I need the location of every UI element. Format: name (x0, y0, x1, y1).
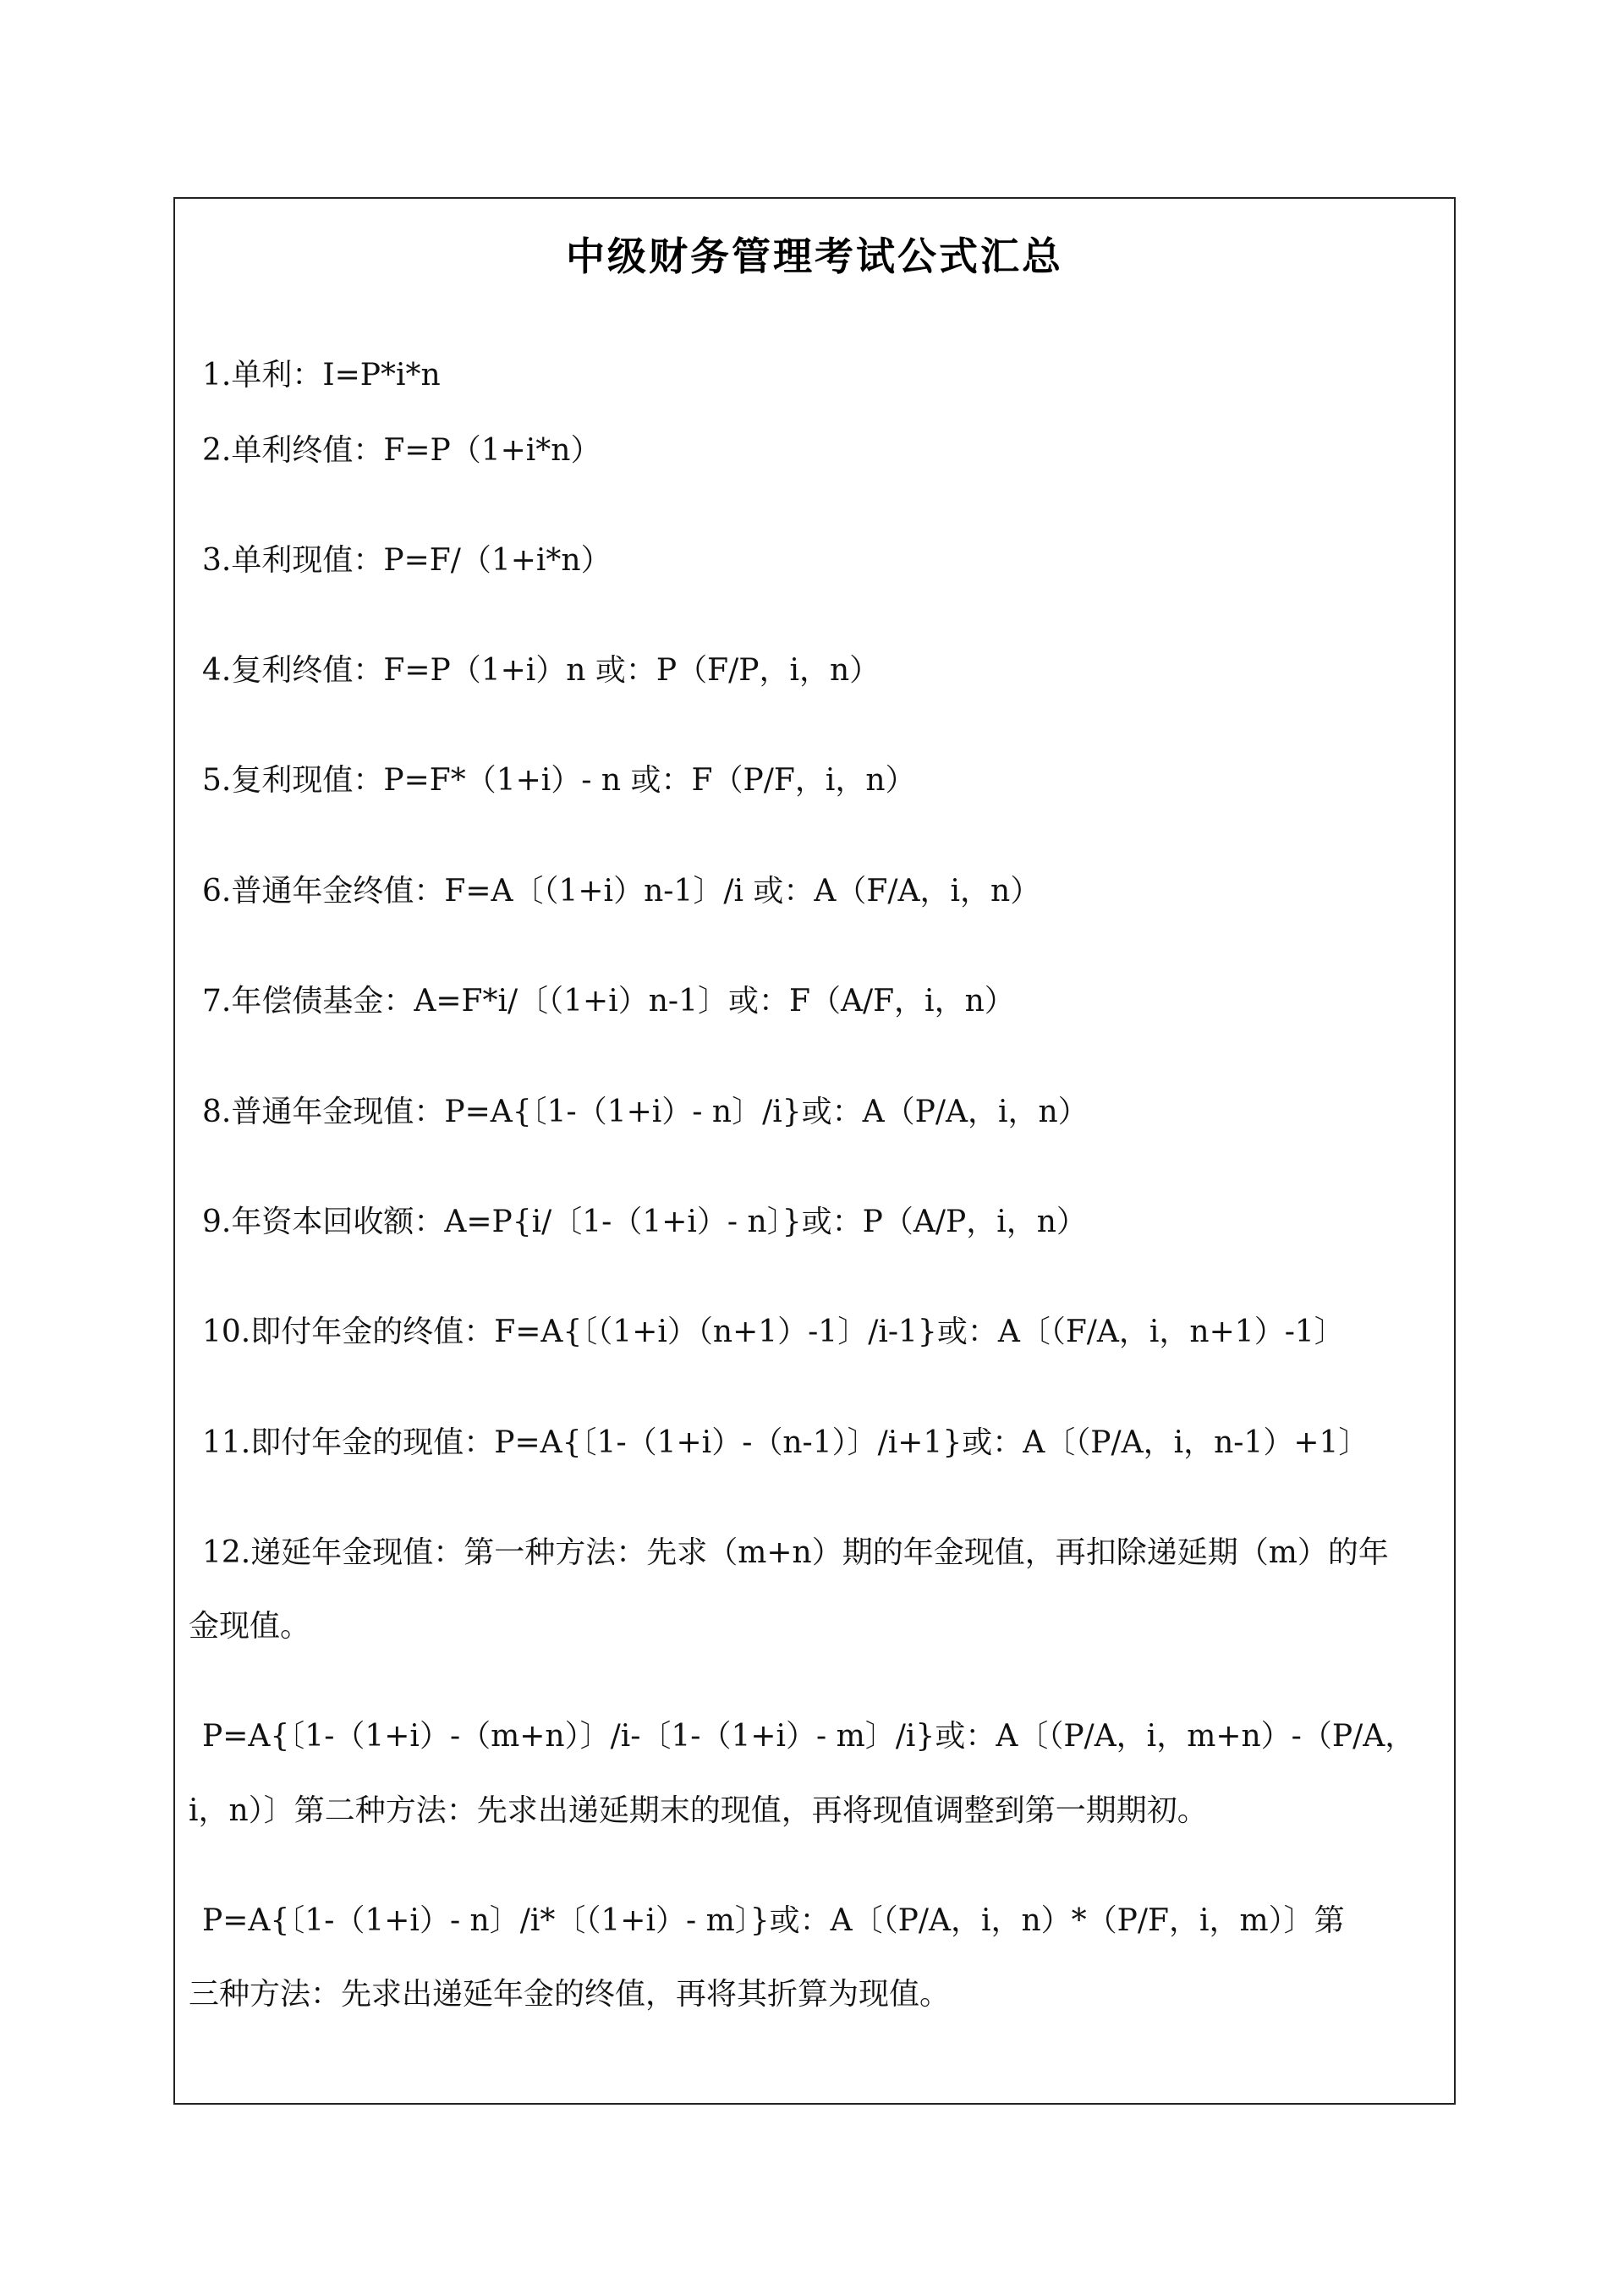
formula-line-12-cont: 金现值。 (189, 1609, 311, 1644)
formula-list (175, 199, 1454, 2103)
formula-line-6: 6.普通年金终值：F=A〔（1+i）n-1〕/i 或：A（F/A，i，n） (202, 874, 1041, 909)
formula-line-11: 11.即付年金的现值：P=A{〔1-（1+i）-（n-1）〕/i+1}或：A〔（P/A，i，n-1）+1〕 (202, 1425, 1369, 1460)
formula-line-12: 12.递延年金现值：第一种方法：先求（m+n）期的年金现值，再扣除递延期（m）的年 (202, 1535, 1389, 1570)
formula-line-14-cont: 三种方法：先求出递延年金的终值，再将其折算为现值。 (189, 1977, 951, 2012)
formula-line-10: 10.即付年金的终值：F=A{〔（1+i）（n+1）-1〕/i-1}或：A〔（F/A，i，n+1）-1〕 (202, 1315, 1345, 1349)
formula-table-frame (173, 197, 1456, 2105)
document-title: 中级财务管理考试公式汇总 (566, 233, 1063, 279)
formula-line-1: 1.单利：I=P*i*n (202, 358, 441, 393)
formula-line-8: 8.普通年金现值：P=A{〔1-（1+i）- n〕/i}或：A（P/A，i，n） (202, 1095, 1089, 1129)
formula-line-5: 5.复利现值：P=F*（1+i）- n 或：F（P/F，i，n） (202, 763, 916, 798)
formula-line-9: 9.年资本回收额：A=P{i/〔1-（1+i）- n〕}或：P（A/P，i，n） (202, 1205, 1087, 1239)
formula-line-7: 7.年偿债基金：A=F*i/〔（1+i）n-1〕或：F（A/F，i，n） (202, 984, 1015, 1018)
formula-line-13-cont: i，n）〕第二种方法：先求出递延期末的现值，再将现值调整到第一期期初。 (189, 1793, 1208, 1828)
formula-line-2: 2.单利终值：F=P（1+i*n） (202, 433, 601, 468)
formula-line-4: 4.复利终值：F=P（1+i）n 或：P（F/P，i，n） (202, 653, 881, 688)
formula-line-3: 3.单利现值：P=F/（1+i*n） (202, 543, 612, 578)
formula-line-13: P=A{〔1-（1+i）-（m+n）〕/i-〔1-（1+i）- m〕/i}或：A〔（P/A，i，m+n）-（P/A， (202, 1719, 1416, 1754)
formula-line-14: P=A{〔1-（1+i）- n〕/i*〔（1+i）- m〕}或：A〔（P/A，i，n）*（P/F，i，m）〕第 (202, 1903, 1345, 1938)
